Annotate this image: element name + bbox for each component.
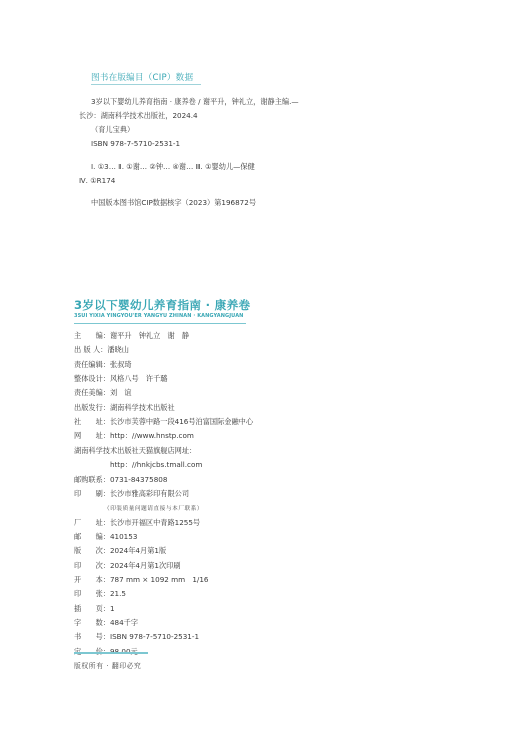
colophon-row [74,546,166,556]
cip-heading: 图书在版编目（CIP）数据 [91,73,194,83]
colophon-row [74,618,138,628]
cip-approval-line: 中国版本图书馆CIP数据核字（2023）第196872号 [91,198,257,207]
colophon-value: 刘 谊 [109,388,132,398]
colophon-value: 484千字 [109,618,139,627]
colophon-label: 社 址： [74,417,110,427]
colophon-value: 21.5 [109,589,126,599]
book-title-pinyin: 3SUI YIXIA YINGYOU'ER YANGYU ZHINAN · KANGYANGJUAN [74,313,244,319]
colophon-value: 湖南科学技术出版社天猫旗舰店网址： [74,445,197,455]
colophon-label: 字 数： [74,618,110,627]
colophon-row [74,345,129,355]
cip-record-line-1: 3岁以下婴幼儿养育指南 · 康养卷 / 谢平升，钟礼立，谢静主编.— [91,97,299,106]
colophon-value: http：//www.hnstp.com [109,431,194,441]
colophon-row [74,489,189,499]
colophon-value: http：//hnkjcbs.tmall.com [74,460,203,470]
colophon-value: （印装质量问题请直接与本厂联系） [104,506,204,513]
cip-heading-underline [91,84,201,85]
colophon-row [74,561,181,571]
colophon-value: 潘晓山 [107,345,129,355]
colophon-row [74,431,194,441]
colophon-row [74,532,137,542]
colophon-label: 印 刷： [74,488,110,498]
cip-series-line: （育儿宝典） [91,125,135,134]
bottom-divider [74,652,148,654]
colophon-row [74,475,167,485]
cip-classification-line: Ⅰ. ①3… Ⅱ. ①谢… ②钟… ④谢… Ⅲ. ①婴幼儿—保健 [91,162,255,171]
colophon-row [74,360,132,370]
colophon-value: 787 mm × 1092 mm 1/16 [109,575,209,584]
colophon-value: ISBN 978-7-5710-2531-1 [109,632,200,642]
colophon-row [74,632,199,642]
colophon-row [104,503,203,514]
colophon-row [74,604,115,614]
colophon-label: 书 号： [74,632,110,642]
colophon-label: 主 编： [74,331,110,340]
colophon-value: 长沙市开福区中青路1255号 [109,517,201,527]
colophon-value: 2024年4月第1版 [109,546,167,556]
colophon-label: 责任编辑： [74,359,110,369]
colophon-label: 出 版 人： [74,345,108,355]
copyright-notice: 版权所有 · 翻印必究 [74,662,142,670]
cip-isbn-line: ISBN 978-7-5710-2531-1 [91,139,181,148]
colophon-label: 版 次： [74,546,110,556]
colophon-label: 责任美编： [74,388,110,398]
colophon-row [74,403,175,413]
colophon-value: 长沙市芙蓉中路一段416号泊富国际金融中心 [109,417,254,427]
book-title: 3岁以下婴幼儿养育指南 · 康养卷 [74,298,251,312]
colophon-value: 湖南科学技术出版社 [109,402,175,412]
colophon-label: 网 址： [74,431,110,441]
colophon-row [74,446,196,456]
colophon-row [74,575,208,585]
colophon-label: 出版发行： [74,402,110,412]
colophon-value: 谢平升 钟礼立 谢 静 [109,331,190,340]
colophon-row [74,374,167,384]
colophon-value: 风格八号 许千璐 [109,374,168,384]
colophon-row [74,388,132,398]
colophon-label: 插 页： [74,603,110,613]
colophon-label: 印 次： [74,560,110,570]
colophon-row [74,460,202,470]
title-divider [74,323,246,324]
colophon-row [74,518,200,528]
colophon-row [74,589,126,599]
colophon-value: 张叔琦 [109,359,132,369]
colophon-label: 开 本： [74,575,110,584]
colophon-label: 邮 编： [74,531,110,541]
colophon-value: 长沙市雅高彩印有限公司 [109,488,190,498]
colophon-value: 2024年4月第1次印刷 [109,560,181,570]
cip-class-number-line: Ⅳ. ①R174 [79,176,116,185]
colophon-label: 厂 址： [74,517,110,527]
cip-record-line-2: 长沙：湖南科学技术出版社，2024.4 [79,111,198,120]
colophon-label: 印 张： [74,589,110,599]
colophon-value: 410153 [109,531,138,541]
colophon-row [74,331,189,341]
colophon-value: 1 [109,603,115,613]
colophon-value: 0731-84375808 [109,474,168,484]
colophon-row [74,417,253,427]
colophon-label: 邮购联系： [74,474,110,484]
colophon-label: 整体设计： [74,374,110,384]
